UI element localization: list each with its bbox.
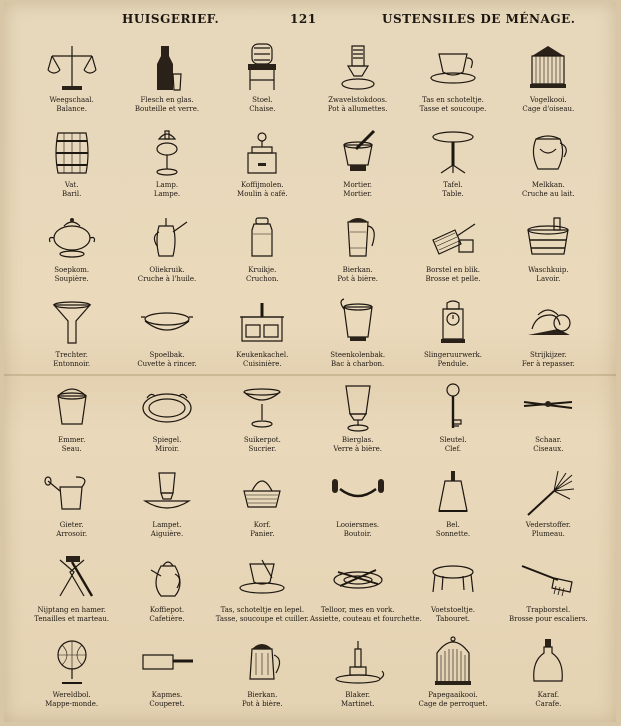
item-name-dutch: Melkkan. bbox=[531, 181, 565, 189]
item-name-dutch: Vederstoffer. bbox=[525, 521, 571, 529]
item-caption bbox=[119, 691, 214, 709]
catalog-item bbox=[119, 546, 214, 631]
coffee-mill-icon bbox=[232, 125, 292, 179]
item-name-french: Carafe. bbox=[535, 700, 562, 708]
item-name-dutch: Tas en schoteltje. bbox=[422, 96, 484, 104]
item-name-dutch: Emmer. bbox=[57, 436, 86, 444]
ewer-basin-icon bbox=[137, 465, 197, 519]
item-caption bbox=[215, 181, 310, 199]
header-title-french: USTENSILES DE MÉNAGE. bbox=[382, 12, 576, 26]
catalog-item bbox=[24, 631, 119, 716]
key-icon bbox=[423, 380, 483, 434]
rinsing-basin-icon bbox=[137, 295, 197, 349]
item-name-dutch: Karaf. bbox=[537, 691, 560, 699]
item-name-french: Sonnette. bbox=[435, 530, 471, 538]
item-name-french: Pot à bière. bbox=[242, 700, 283, 708]
sugar-bowl-icon bbox=[232, 380, 292, 434]
item-name-french: Pot à allumettes. bbox=[327, 105, 388, 113]
oil-lamp-icon bbox=[137, 125, 197, 179]
beer-glass-icon bbox=[328, 380, 388, 434]
item-caption bbox=[24, 351, 119, 369]
catalog-item bbox=[24, 546, 119, 631]
item-name-dutch: Bierkan. bbox=[342, 266, 373, 274]
catalog-item bbox=[119, 121, 214, 206]
item-name-french: Soupière. bbox=[54, 275, 89, 283]
item-name-french: Cage d'oiseau. bbox=[522, 105, 575, 113]
feather-duster-icon bbox=[518, 465, 578, 519]
funnel-icon bbox=[42, 295, 102, 349]
bell-icon bbox=[423, 465, 483, 519]
item-name-dutch: Steenkolenbak. bbox=[330, 351, 386, 359]
item-caption bbox=[24, 521, 119, 539]
flat-iron-icon bbox=[518, 295, 578, 349]
item-caption bbox=[119, 521, 214, 539]
item-name-french: Cruche au lait. bbox=[522, 190, 575, 198]
item-name-dutch: Bierkan. bbox=[247, 691, 278, 699]
scissors-icon bbox=[518, 380, 578, 434]
basket-icon bbox=[232, 465, 292, 519]
item-caption bbox=[501, 436, 596, 454]
item-name-french: Cafetière. bbox=[149, 615, 185, 623]
catalog-item bbox=[501, 546, 596, 631]
oil-can-icon bbox=[137, 210, 197, 264]
item-caption bbox=[501, 351, 596, 369]
item-name-dutch: Strijkijzer. bbox=[530, 351, 567, 359]
item-caption bbox=[119, 181, 214, 199]
item-caption bbox=[119, 606, 214, 624]
item-name-french: Assiette, couteau et fourchette. bbox=[310, 615, 422, 623]
catalog-item bbox=[405, 376, 500, 461]
item-name-dutch: Papegaaikooi. bbox=[428, 691, 478, 699]
item-name-french: Seau. bbox=[61, 445, 82, 453]
item-caption bbox=[501, 181, 596, 199]
item-name-dutch: Vat. bbox=[64, 181, 79, 189]
parrot-cage-icon bbox=[423, 635, 483, 689]
catalog-item bbox=[215, 121, 310, 206]
table-icon bbox=[423, 125, 483, 179]
item-caption bbox=[405, 181, 500, 199]
catalog-item bbox=[24, 121, 119, 206]
item-name-dutch: Trapborstel. bbox=[526, 606, 571, 614]
item-name-french: Entonnoir. bbox=[53, 360, 91, 368]
balance-scale-icon bbox=[42, 40, 102, 94]
item-caption bbox=[24, 606, 119, 624]
item-name-french: Tasse, soucoupe et cuiller. bbox=[215, 615, 309, 623]
catalog-item bbox=[215, 546, 310, 631]
chair-icon bbox=[232, 40, 292, 94]
bucket-icon bbox=[42, 380, 102, 434]
item-name-french: Martinet. bbox=[340, 700, 375, 708]
item-name-dutch: Koffijmolen. bbox=[241, 181, 284, 189]
drawknife-icon bbox=[328, 465, 388, 519]
item-name-french: Cuisinière. bbox=[243, 360, 282, 368]
item-name-french: Table. bbox=[442, 190, 464, 198]
catalog-item bbox=[119, 36, 214, 121]
item-name-dutch: Keukenkachel. bbox=[236, 351, 289, 359]
item-caption bbox=[310, 96, 405, 114]
catalog-item bbox=[119, 206, 214, 291]
item-caption bbox=[119, 266, 214, 284]
tureen-icon bbox=[42, 210, 102, 264]
item-name-dutch: Slingeruurwerk. bbox=[423, 351, 483, 359]
match-holder-icon bbox=[328, 40, 388, 94]
barrel-icon bbox=[42, 125, 102, 179]
coffee-pot-icon bbox=[137, 550, 197, 604]
item-caption bbox=[119, 436, 214, 454]
item-name-dutch: Soepkom. bbox=[54, 266, 90, 274]
item-name-french: Ciseaux. bbox=[533, 445, 564, 453]
candlestick-icon bbox=[328, 635, 388, 689]
catalog-item bbox=[24, 206, 119, 291]
item-name-french: Lampe. bbox=[153, 190, 181, 198]
catalog-item bbox=[215, 376, 310, 461]
catalog-item bbox=[501, 631, 596, 716]
item-caption bbox=[405, 96, 500, 114]
item-name-dutch: Korf. bbox=[253, 521, 271, 529]
catalog-item bbox=[310, 461, 405, 546]
item-name-french: Miroir. bbox=[154, 445, 179, 453]
item-name-dutch: Nijptang en hamer. bbox=[37, 606, 106, 614]
catalog-item bbox=[310, 291, 405, 376]
item-name-french: Tasse et soucoupe. bbox=[419, 105, 487, 113]
item-caption bbox=[405, 521, 500, 539]
item-name-dutch: Koffiepot. bbox=[149, 606, 185, 614]
item-caption bbox=[215, 96, 310, 114]
item-caption bbox=[310, 691, 405, 709]
carafe-icon bbox=[518, 635, 578, 689]
catalog-item bbox=[119, 461, 214, 546]
item-name-dutch: Voetstoeltje. bbox=[431, 606, 475, 614]
item-caption bbox=[501, 266, 596, 284]
item-name-french: Sucrier. bbox=[248, 445, 277, 453]
item-name-french: Panier. bbox=[250, 530, 275, 538]
catalog-item bbox=[405, 546, 500, 631]
cup-saucer-icon bbox=[423, 40, 483, 94]
item-name-french: Cruche à l'huile. bbox=[137, 275, 197, 283]
catalog-item bbox=[501, 36, 596, 121]
item-name-french: Mortier. bbox=[343, 190, 373, 198]
item-caption bbox=[501, 606, 596, 624]
item-name-dutch: Spiegel. bbox=[152, 436, 182, 444]
watering-can-icon bbox=[42, 465, 102, 519]
item-name-french: Couperet. bbox=[149, 700, 185, 708]
catalog-item bbox=[405, 291, 500, 376]
header-title-dutch: HUISGERIEF. bbox=[122, 12, 220, 26]
globe-icon bbox=[42, 635, 102, 689]
catalog-item bbox=[24, 291, 119, 376]
item-caption bbox=[405, 266, 500, 284]
item-name-dutch: Spoelbak. bbox=[149, 351, 185, 359]
item-name-dutch: Gieter. bbox=[59, 521, 84, 529]
item-name-french: Plumeau. bbox=[531, 530, 565, 538]
item-name-dutch: Tas, schoteltje en lepel. bbox=[220, 606, 305, 614]
print-sheet bbox=[4, 2, 616, 722]
plate-cutlery-icon bbox=[328, 550, 388, 604]
item-name-french: Pot à bière. bbox=[337, 275, 378, 283]
item-name-dutch: Mortier. bbox=[343, 181, 373, 189]
item-caption bbox=[24, 96, 119, 114]
brush-dustpan-icon bbox=[423, 210, 483, 264]
catalog-item bbox=[405, 121, 500, 206]
item-name-french: Balance. bbox=[56, 105, 87, 113]
item-name-dutch: Suikerpot. bbox=[243, 436, 281, 444]
item-caption bbox=[405, 351, 500, 369]
item-caption bbox=[405, 436, 500, 454]
item-name-dutch: Trechter. bbox=[55, 351, 88, 359]
mortar-pestle-icon bbox=[328, 125, 388, 179]
item-name-french: Pendule. bbox=[437, 360, 469, 368]
item-name-french: Cuvette à rincer. bbox=[137, 360, 197, 368]
catalog-item bbox=[215, 206, 310, 291]
catalog-item bbox=[310, 631, 405, 716]
catalog-item bbox=[24, 461, 119, 546]
catalog-item bbox=[310, 376, 405, 461]
pincers-hammer-icon bbox=[42, 550, 102, 604]
birdcage-house-icon bbox=[518, 40, 578, 94]
item-caption bbox=[310, 266, 405, 284]
stone-jar-icon bbox=[232, 210, 292, 264]
beer-stein-icon bbox=[328, 210, 388, 264]
items-grid bbox=[24, 36, 596, 716]
beer-tankard-icon bbox=[232, 635, 292, 689]
item-caption bbox=[501, 691, 596, 709]
catalog-item bbox=[24, 376, 119, 461]
item-name-french: Lavoir. bbox=[536, 275, 561, 283]
catalog-item bbox=[215, 631, 310, 716]
page-header bbox=[4, 12, 616, 30]
item-name-french: Bac à charbon. bbox=[331, 360, 385, 368]
catalog-item bbox=[310, 121, 405, 206]
item-name-french: Chaise. bbox=[249, 105, 276, 113]
catalog-item bbox=[215, 461, 310, 546]
item-caption bbox=[24, 691, 119, 709]
item-name-dutch: Zwavelstokdoos. bbox=[328, 96, 388, 104]
catalog-item bbox=[215, 36, 310, 121]
catalog-item bbox=[119, 291, 214, 376]
item-name-french: Brosse et pelle. bbox=[425, 275, 481, 283]
item-caption bbox=[310, 606, 422, 624]
coal-scuttle-icon bbox=[328, 295, 388, 349]
item-name-french: Mappe-monde. bbox=[45, 700, 99, 708]
item-name-french: Arrosoir. bbox=[56, 530, 88, 538]
catalog-item bbox=[501, 206, 596, 291]
item-name-dutch: Oliekruik. bbox=[149, 266, 185, 274]
item-name-dutch: Looiersmes. bbox=[336, 521, 380, 529]
item-caption bbox=[310, 436, 405, 454]
catalog-item bbox=[215, 291, 310, 376]
item-name-french: Tabouret. bbox=[435, 615, 470, 623]
item-name-dutch: Stoel. bbox=[252, 96, 273, 104]
catalog-item bbox=[405, 461, 500, 546]
item-name-french: Fer à repasser. bbox=[521, 360, 575, 368]
item-name-dutch: Bierglas. bbox=[341, 436, 374, 444]
item-caption bbox=[24, 436, 119, 454]
item-name-dutch: Waschkuip. bbox=[528, 266, 569, 274]
item-name-french: Verre à bière. bbox=[333, 445, 382, 453]
mantel-clock-icon bbox=[423, 295, 483, 349]
cleaver-icon bbox=[137, 635, 197, 689]
item-name-dutch: Bel. bbox=[446, 521, 460, 529]
item-name-french: Brosse pour escaliers. bbox=[509, 615, 588, 623]
catalog-item bbox=[501, 461, 596, 546]
item-caption bbox=[215, 606, 310, 624]
item-name-dutch: Schaar. bbox=[535, 436, 562, 444]
item-name-french: Bouteille et verre. bbox=[134, 105, 200, 113]
item-caption bbox=[501, 521, 596, 539]
item-name-french: Cage de perroquet. bbox=[418, 700, 488, 708]
catalog-item bbox=[119, 631, 214, 716]
catalog-item bbox=[310, 206, 405, 291]
stair-brush-icon bbox=[518, 550, 578, 604]
item-caption bbox=[310, 521, 405, 539]
item-caption bbox=[310, 351, 405, 369]
item-name-dutch: Lampet. bbox=[152, 521, 182, 529]
page-number: 121 bbox=[290, 12, 317, 26]
item-name-dutch: Telloor, mes en vork. bbox=[320, 606, 395, 614]
catalog-item bbox=[405, 36, 500, 121]
item-caption bbox=[215, 436, 310, 454]
catalog-item bbox=[501, 291, 596, 376]
catalog-item bbox=[405, 631, 500, 716]
footstool-icon bbox=[423, 550, 483, 604]
kitchen-stove-icon bbox=[232, 295, 292, 349]
item-name-french: Cruchon. bbox=[246, 275, 279, 283]
catalog-item bbox=[405, 206, 500, 291]
catalog-item bbox=[310, 546, 422, 631]
item-name-french: Aiguière. bbox=[150, 530, 184, 538]
item-name-dutch: Blaker. bbox=[345, 691, 371, 699]
item-name-french: Baril. bbox=[61, 190, 82, 198]
item-name-dutch: Wereldbol. bbox=[52, 691, 91, 699]
item-caption bbox=[215, 266, 310, 284]
cup-spoon-icon bbox=[232, 550, 292, 604]
item-caption bbox=[215, 351, 310, 369]
item-name-french: Tenailles et marteau. bbox=[34, 615, 110, 623]
bottle-glass-icon bbox=[137, 40, 197, 94]
item-name-french: Boutoir. bbox=[343, 530, 372, 538]
item-caption bbox=[215, 691, 310, 709]
item-caption bbox=[24, 181, 119, 199]
catalog-item bbox=[119, 376, 214, 461]
item-caption bbox=[215, 521, 310, 539]
item-name-dutch: Flesch en glas. bbox=[140, 96, 194, 104]
item-name-dutch: Weegschaal. bbox=[49, 96, 94, 104]
item-name-french: Clef. bbox=[444, 445, 462, 453]
mirror-icon bbox=[137, 380, 197, 434]
catalog-item bbox=[501, 121, 596, 206]
item-caption bbox=[119, 96, 214, 114]
item-caption bbox=[310, 181, 405, 199]
catalog-item bbox=[501, 376, 596, 461]
item-caption bbox=[119, 351, 214, 369]
item-caption bbox=[501, 96, 596, 114]
item-caption bbox=[24, 266, 119, 284]
item-name-dutch: Vogelkooi. bbox=[530, 96, 567, 104]
item-caption bbox=[405, 606, 500, 624]
item-name-dutch: Borstel en blik. bbox=[425, 266, 480, 274]
item-name-dutch: Tafel. bbox=[443, 181, 463, 189]
item-name-dutch: Kruikje. bbox=[248, 266, 277, 274]
item-name-french: Moulin à café. bbox=[237, 190, 288, 198]
item-name-dutch: Lamp. bbox=[155, 181, 179, 189]
item-caption bbox=[405, 691, 500, 709]
item-name-dutch: Kapmes. bbox=[151, 691, 183, 699]
milk-jug-icon bbox=[518, 125, 578, 179]
item-name-dutch: Sleutel. bbox=[439, 436, 467, 444]
catalog-item bbox=[310, 36, 405, 121]
catalog-item bbox=[24, 36, 119, 121]
washtub-icon bbox=[518, 210, 578, 264]
